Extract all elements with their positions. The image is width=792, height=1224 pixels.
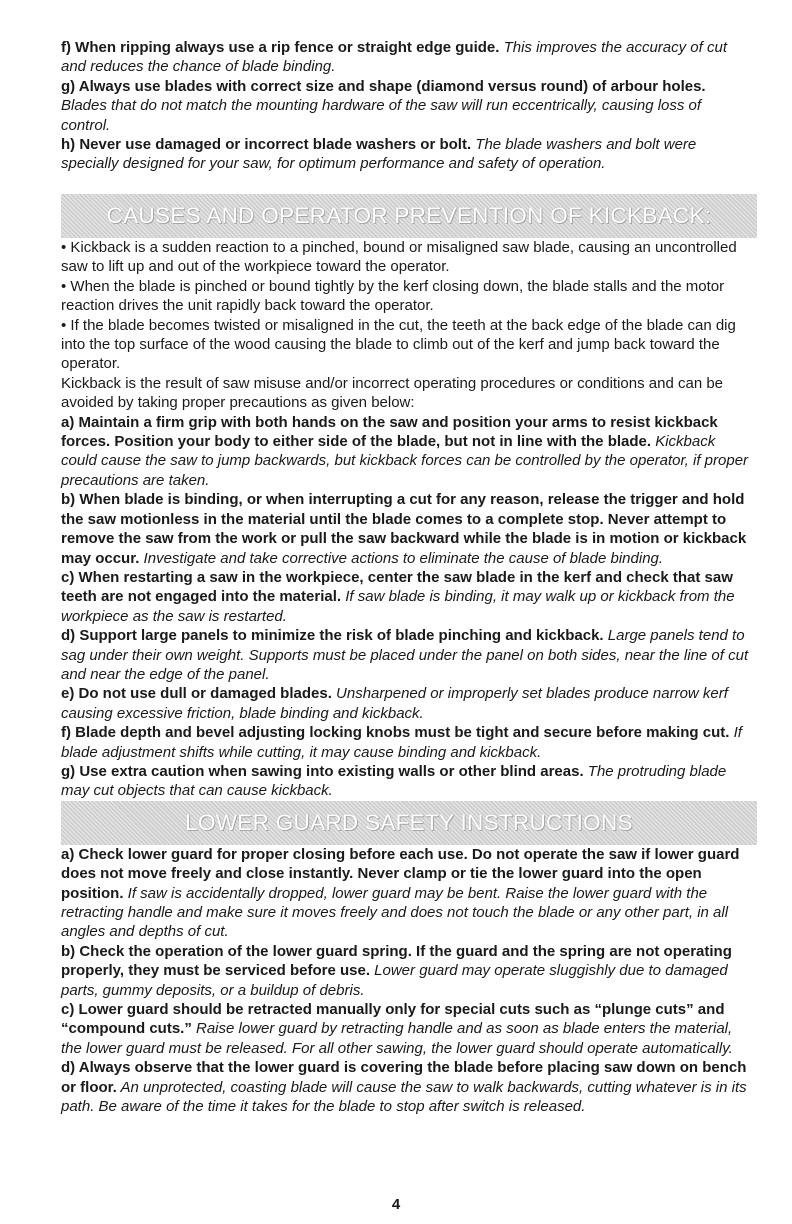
rule-item: f) When ripping always use a rip fence or straight edge guide. This improves the accuracy of cut and reduces the chance of blade binding. xyxy=(61,39,727,76)
manual-page xyxy=(61,38,751,1116)
kickback-summary: Kickback is the result of saw misuse and/or incorrect operating procedures or conditions and can be avoided by taking proper precautions as given below: xyxy=(61,374,724,412)
rule-item: f) Blade depth and bevel adjusting locking knobs must be tight and secure before making cut. If blade adjustment shifts while cutting, it may cause binding and kickback. xyxy=(61,724,742,761)
rule-item: e) Do not use dull or damaged blades. Unsharpened or improperly set blades produce narrow kerf causing excessive friction, blade binding and kickback. xyxy=(61,685,728,722)
kickback-section xyxy=(61,238,751,801)
kickback-section-title: CAUSES AND OPERATOR PREVENTION OF KICKBACK: xyxy=(106,203,712,228)
rule-item: a) Maintain a firm grip with both hands on the saw and position your arms to resist kickback forces. Position your body to either side of the blade, but not in line with the blade. Kickback could cause the saw to jump backwards, but kickback forces can be controlled by the operator, if proper precautions are taken. xyxy=(61,413,749,489)
lower-guard-section-banner xyxy=(61,801,757,845)
lower-guard-section xyxy=(61,845,751,1117)
bullet-item: • If the blade becomes twisted or misaligned in the cut, the teeth at the back edge of the blade can dig into the top surface of the wood causing the blade to climb out of the kerf and jump back toward the operator. xyxy=(61,316,736,373)
bullet-item: • Kickback is a sudden reaction to a pinched, bound or misaligned saw blade, causing an uncontrolled saw to lift up and out of the workpiece toward the operator. xyxy=(61,239,737,276)
rule-item: b) Check the operation of the lower guard spring. If the guard and the spring are not operating properly, they must be serviced before use. Lower guard may operate sluggishly due to damaged parts, gummy deposits, or a buildup of debris. xyxy=(61,942,732,999)
page-number: 4 xyxy=(391,1196,401,1213)
rule-item: h) Never use damaged or incorrect blade washers or bolt. The blade washers and bolt were specially designed for your saw, for optimum performance and safety of operation. xyxy=(61,136,697,173)
rule-item: d) Always observe that the lower guard is covering the blade before placing saw down on bench or floor. An unprotected, coasting blade will cause the saw to walk backwards, cutting whatever is in its path. Be aware of the time it takes for the blade to stop after switch is released. xyxy=(61,1059,747,1116)
rule-item: d) Support large panels to minimize the risk of blade pinching and kickback. Large panels tend to sag under their own weight. Supports must be placed under the panel on both sides, near the line of cut and near the edge of the panel. xyxy=(61,627,749,683)
bullet-item: • When the blade is pinched or bound tightly by the kerf closing down, the blade stalls and the motor reaction drives the unit rapidly back toward the operator. xyxy=(61,277,725,315)
rule-item: c) When restarting a saw in the workpiece, center the saw blade in the kerf and check that saw teeth are not engaged into the material. If saw blade is binding, it may walk up or kickback from the workpiece as the saw is restarted. xyxy=(61,568,735,625)
rule-item: g) Always use blades with correct size and shape (diamond versus round) of arbour holes. Blades that do not match the mounting hardware of the saw will run eccentrically, causing loss of control. xyxy=(61,77,706,134)
lower-guard-section-title: LOWER GUARD SAFETY INSTRUCTIONS xyxy=(185,809,633,835)
rule-item: g) Use extra caution when sawing into existing walls or other blind areas. The protruding blade may cut objects that can cause kickback. xyxy=(61,762,727,800)
rule-item: a) Check lower guard for proper closing before each use. Do not operate the saw if lower guard does not move freely and close instantly. Never clamp or tie the lower guard into the open position. If saw is accidentally dropped, lower guard may be bent. Raise the lower guard with the retracting handle and make sure it moves freely and does not touch the blade or any other part, in all angles and depths of cut. xyxy=(61,845,740,941)
kickback-section-banner xyxy=(61,194,757,238)
intro-section xyxy=(61,38,751,194)
rule-item: b) When blade is binding, or when interrupting a cut for any reason, release the trigger and hold the saw motionless in the material until the blade comes to a complete stop. Never attempt to remove the saw from the work or pull the saw backward while the blade is in motion or kickback may occur. Investigate and take corrective actions to eliminate the cause of blade binding. xyxy=(61,491,747,567)
rule-item: c) Lower guard should be retracted manually only for special cuts such as “plunge cuts” and “compound cuts.” Raise lower guard by retracting handle and as soon as blade enters the material, the lower guard must be released. For all other sawing, the lower guard should operate automatically. xyxy=(61,1001,733,1057)
